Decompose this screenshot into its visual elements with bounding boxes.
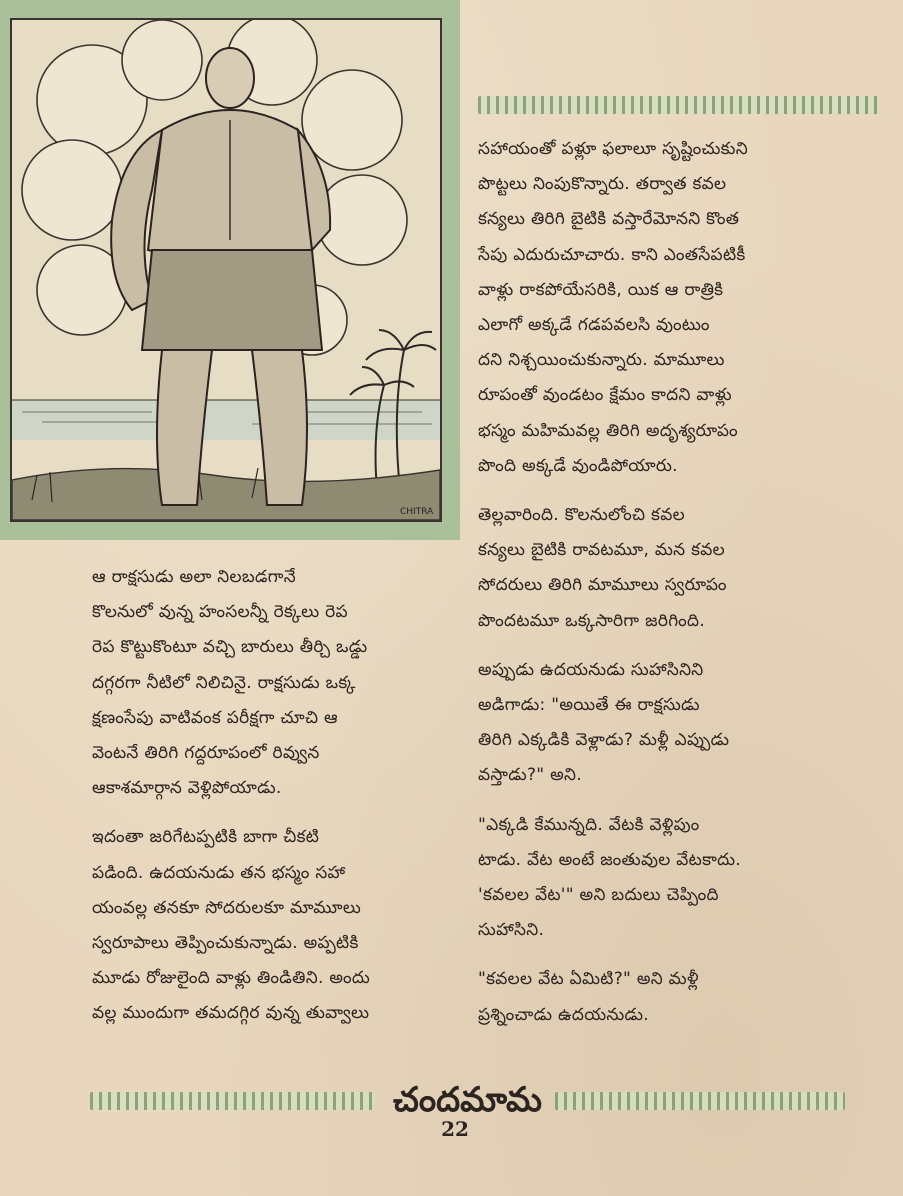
text-line: "ఎక్కడి కేమున్నది. వేటకి వెళ్లిపుం [478,814,700,835]
text-line: భస్మం మహిమవల్ల తిరిగి అదృశ్యరూపం [478,420,738,441]
text-line: వస్తాడు?" అని. [478,765,582,786]
text-line: వల్ల ముందుగా తమదగ్గిర వున్న తువ్వాలు [92,1003,370,1024]
text-line: రూపంతో వుండటం క్షేమం కాదని వాళ్లు [478,385,732,406]
text-line: స్వరూపాలు తెప్పించుకున్నాడు. అప్పటికి [92,933,359,954]
text-line: పడింది. ఉదయనుడు తన భస్మం సహా [92,862,346,883]
text-line: ఆ రాక్షసుడు అలా నిలబడగానే [92,567,296,587]
text-line: పొంది అక్కడే వుండిపోయారు. [478,455,678,476]
text-line: అప్పుడు ఉదయనుడు సుహాసినిని [478,659,704,680]
paragraph [478,498,883,639]
text-line: సేపు ఎదురుచూచారు. కాని ఎంతసేపటికీ [478,244,746,265]
left-text-column [92,560,467,1046]
text-line: యంవల్ల తనకూ సోదరులకూ మామూలు [92,897,362,918]
text-line: తెల్లవారింది. కొలనులోంచి కవల [478,505,685,526]
text-line: సోదరులు తిరిగి మామూలు స్వరూపం [478,575,727,596]
giant-illustration [10,18,442,522]
text-line: ఆకాశమార్గాన వెళ్లిపోయాడు. [92,778,282,799]
text-line: వాళ్లు రాకపోయేసరికి, యిక ఆ రాత్రికి [478,279,724,300]
right-text-column [478,132,883,1047]
text-line: పొట్టలు నింపుకొన్నారు. తర్వాత కవల [478,174,727,195]
text-line: అడిగాడు: "అయితే ఈ రాక్షసుడు [478,695,700,716]
text-line: ప్రశ్నించాడు ఉదయనుడు. [478,1004,649,1025]
text-line: కన్యలు తిరిగి బైటికి వస్తారేమోనని కొంత [478,209,740,230]
illustration-frame [0,0,460,540]
text-line: 'కవలల వేట'" అని బదులు చెప్పింది [478,885,719,906]
text-line: క్షణంసేపు వాటివంక పరీక్షగా చూచి ఆ [92,707,338,728]
text-line: దగ్గరగా నీటిలో నిలిచినై. రాక్షసుడు ఒక్క [92,672,356,693]
artist-signature: CHITRA [400,507,434,517]
decorative-border-top [478,96,878,114]
text-line: మూడు రోజులైంది వాళ్లు తిండితిని. అందు [92,968,371,989]
text-line: కొలనులో వున్న హంసలన్నీ రెక్కలు రెప [92,602,348,623]
giant-drawing [12,20,440,520]
text-line: "కవలల వేట ఏమిటి?" అని మళ్లీ [478,969,699,990]
text-line: ఎలాగో అక్కడే గడపవలసి వుంటుం [478,315,710,336]
text-line: సుహాసిని. [478,920,545,941]
paragraph [478,808,883,949]
text-line: టాడు. వేట అంటే జంతువుల వేటకాదు. [478,849,742,870]
text-line: ఇదంతా జరిగేటప్పటికి బాగా చీకటి [92,827,320,848]
paragraph [478,653,883,794]
paragraph [478,132,883,484]
paragraph [92,820,467,1031]
text-line: పొందటమూ ఒక్కసారిగా జరిగింది. [478,610,706,631]
text-line: కన్యలు బైటికి రావటమూ, మన కవల [478,540,725,561]
text-line: సహాయంతో పళ్లూ ఫలాలూ సృష్టించుకుని [478,139,748,159]
decorative-border-bottom-right [555,1092,845,1110]
text-line: రెప కొట్టుకొంటూ వచ్చి బారులు తీర్చి ఒడ్డు [92,637,368,658]
paragraph [478,962,883,1032]
text-line: దని నిశ్చయించుకున్నారు. మామూలు [478,350,725,371]
text-line: తిరిగి ఎక్కడికి వెళ్లాడు? మళ్లీ ఎప్పుడు [478,730,730,751]
paragraph [92,560,467,806]
magazine-title: చందమామ [393,1080,542,1120]
decorative-border-bottom-left [90,1092,375,1110]
page-number: 22 [441,1117,469,1141]
text-line: వెంటనే తిరిగి గద్దరూపంలో రివ్వున [92,743,320,764]
